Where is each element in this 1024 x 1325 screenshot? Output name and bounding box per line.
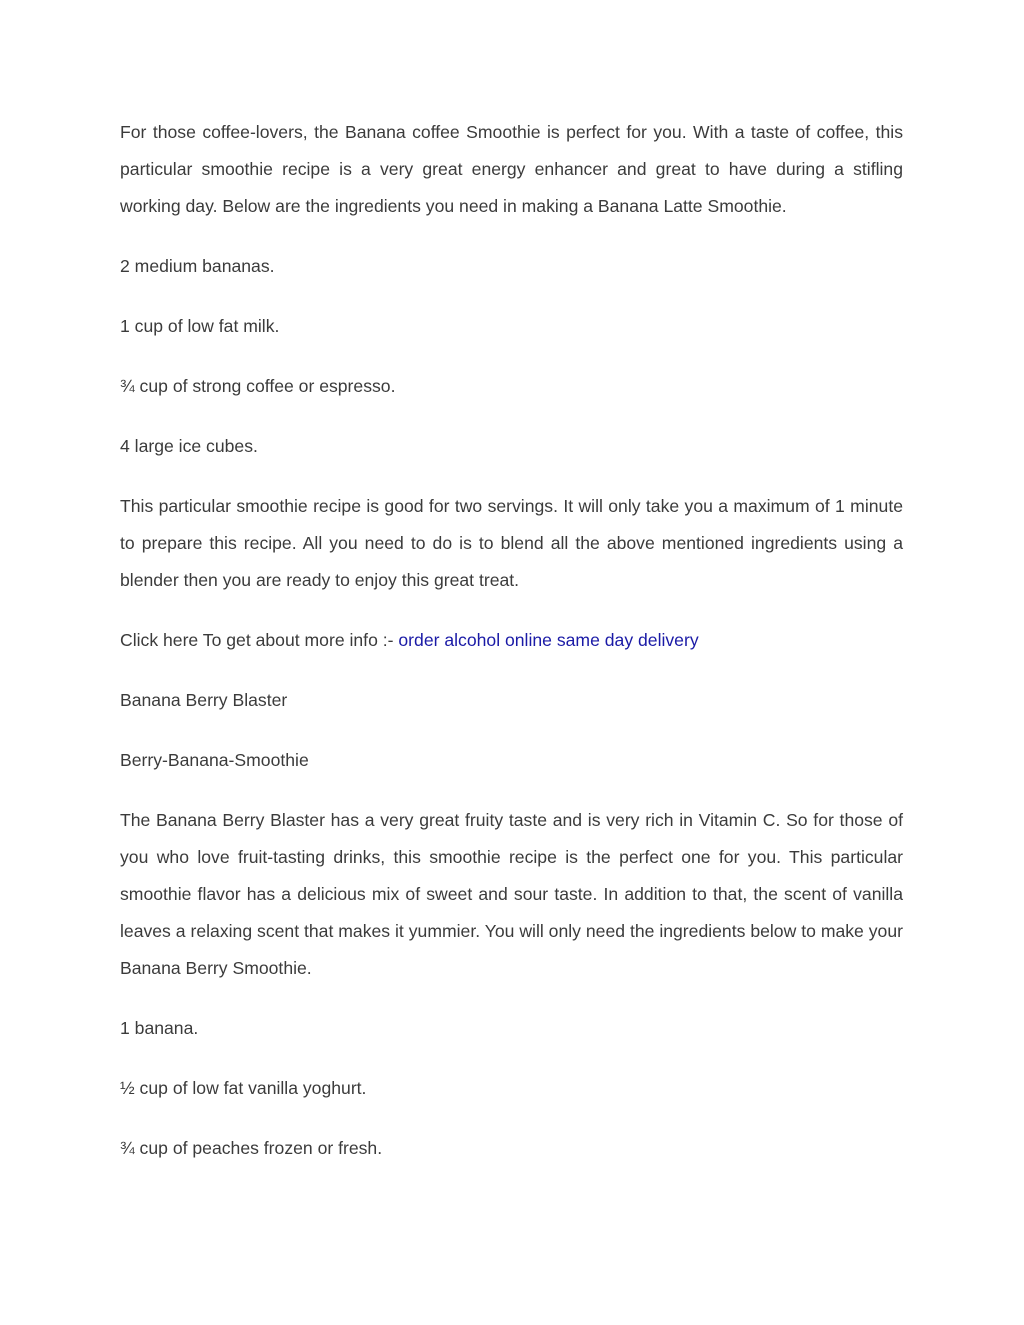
- document-page: [120, 114, 903, 1190]
- ingredient-item: ½ cup of low fat vanilla yoghurt.: [120, 1078, 367, 1098]
- info-line: [120, 622, 903, 659]
- ingredient-item: 4 large ice cubes.: [120, 436, 258, 456]
- description-paragraph: The Banana Berry Blaster has a very great fruity taste and is very rich in Vitamin C. So for those of you who love fruit-tasting drinks, this smoothie recipe is the perfect one for you. This particular smoothie flavor has a delicious mix of sweet and sour taste. In addition to that, the scent of vanilla leaves a relaxing scent that makes it yummier. You will only need the ingredients below to make your Banana Berry Smoothie.: [120, 810, 903, 978]
- ingredient-item: 2 medium bananas.: [120, 256, 275, 276]
- ingredient-item: ¾ cup of peaches frozen or fresh.: [120, 1138, 383, 1158]
- info-prefix: Click here To get about more info :-: [120, 630, 399, 650]
- servings-paragraph: This particular smoothie recipe is good for two servings. It will only take you a maximum of 1 minute to prepare this recipe. All you need to do is to blend all the above mentioned ingredients using a blender then you are ready to enjoy this great treat.: [120, 496, 903, 590]
- section-heading: Banana Berry Blaster: [120, 690, 288, 710]
- ingredient-item: 1 banana.: [120, 1018, 199, 1038]
- section-subheading: Berry-Banana-Smoothie: [120, 750, 309, 770]
- ingredient-item: ¾ cup of strong coffee or espresso.: [120, 376, 396, 396]
- delivery-link[interactable]: order alcohol online same day delivery: [398, 630, 699, 650]
- intro-paragraph: For those coffee-lovers, the Banana coffee Smoothie is perfect for you. With a taste of coffee, this particular smoothie recipe is a very great energy enhancer and great to have during a stifling working day. Below are the ingredients you need in making a Banana Latte Smoothie.: [120, 122, 903, 216]
- ingredient-item: 1 cup of low fat milk.: [120, 316, 280, 336]
